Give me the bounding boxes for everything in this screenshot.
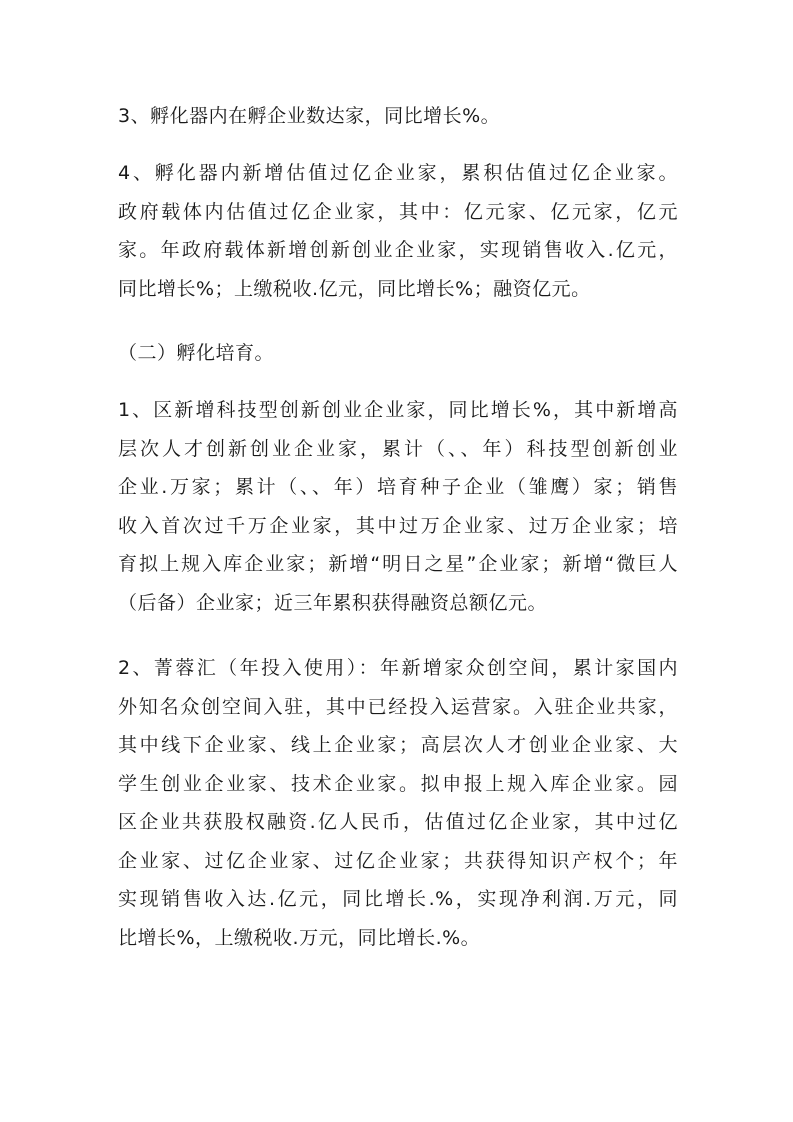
paragraph-item-3 xyxy=(118,97,678,136)
text-line: 政府载体内估值过亿企业家，其中：亿元家、亿元家，亿元 xyxy=(118,200,678,223)
text-line: （后备）企业家；近三年累积获得融资总额亿元。 xyxy=(118,591,548,614)
text-line: 3、孵化器内在孵企业数达家，同比增长%。 xyxy=(118,105,501,127)
text-line: 企业家、过亿企业家、过亿企业家；共获得知识产权个；年 xyxy=(118,849,678,872)
text-line: 外知名众创空间入驻，其中已经投入运营家。入驻企业共家， xyxy=(118,695,678,718)
paragraph-sub-item-1 xyxy=(118,391,678,622)
text-line: 同比增长%；上缴税收.亿元，同比增长%；融资亿元。 xyxy=(118,277,591,300)
text-line: 家。年政府载体新增创新创业企业家，实现销售收入.亿元， xyxy=(118,239,678,261)
text-line: 比增长%，上缴税收.万元，同比增长.%。 xyxy=(118,926,481,949)
text-line: 学生创业企业家、技术企业家。拟申报上规入库企业家。园 xyxy=(118,772,678,795)
text-line: 2、菁蓉汇（年投入使用）：年新增家众创空间，累计家国内 xyxy=(118,657,678,679)
text-line: 收入首次过千万企业家，其中过万企业家、过万企业家；培 xyxy=(118,514,678,537)
text-line: 企业.万家；累计（、、年）培育种子企业（雏鹰）家；销售 xyxy=(118,476,678,498)
text-line: 层次人才创新创业企业家，累计（、、年）科技型创新创业 xyxy=(118,437,678,460)
section-heading-text: （二）孵化培育。 xyxy=(118,342,275,364)
text-line: 育拟上规入库企业家；新增“明日之星”企业家；新增“微巨人 xyxy=(118,553,678,575)
text-line: 4、孵化器内新增估值过亿企业家，累积估值过亿企业家。 xyxy=(118,162,678,184)
text-line: 其中线下企业家、线上企业家；高层次人才创业企业家、大 xyxy=(118,734,678,756)
paragraph-sub-item-2 xyxy=(118,649,678,957)
text-line: 实现销售收入达.亿元，同比增长.%，实现净利润.万元，同 xyxy=(118,888,678,910)
section-heading xyxy=(118,334,678,373)
text-line: 1、区新增科技型创新创业企业家，同比增长%，其中新增高 xyxy=(118,399,678,421)
paragraph-item-4 xyxy=(118,154,678,308)
text-line: 区企业共获股权融资.亿人民币，估值过亿企业家，其中过亿 xyxy=(118,811,678,833)
